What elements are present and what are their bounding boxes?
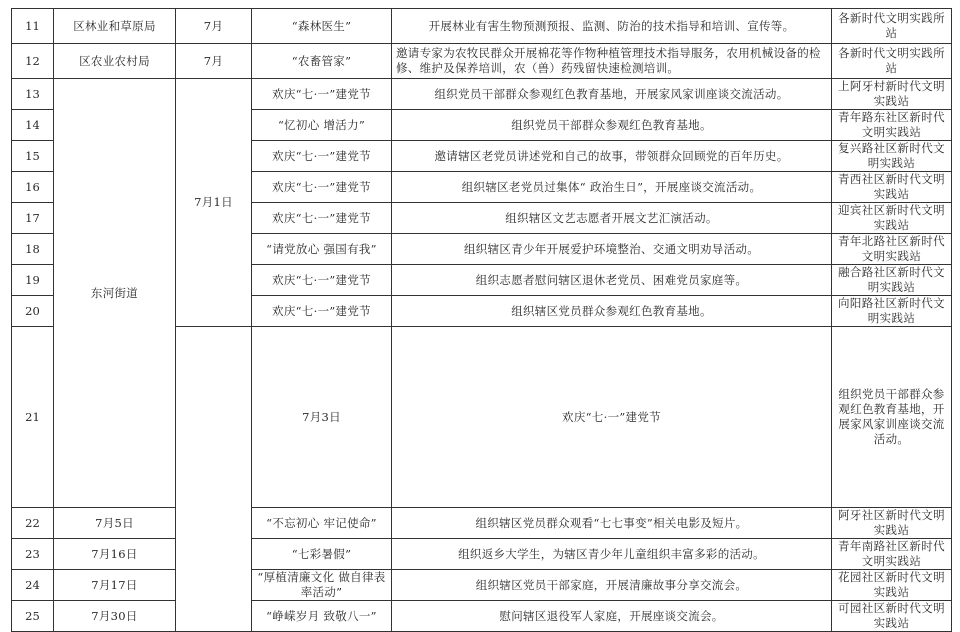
activity-cell: 组织党员干部群众参观红色教育基地，开展家风家训座谈交流活动。: [392, 79, 832, 110]
location-cell: 复兴路社区新时代文明实践站: [832, 141, 952, 172]
row-number: 13: [12, 79, 54, 110]
location-cell: 花园社区新时代文明实践站: [832, 570, 952, 601]
row-number: 22: [12, 508, 54, 539]
table-row: [12, 44, 952, 79]
activity-cell: 组织辖区老党员过集体“ 政治生日”，开展座谈交流活动。: [392, 172, 832, 203]
activity-cell: 组织辖区文艺志愿者开展文艺汇演活动。: [392, 203, 832, 234]
location-cell: 阿牙社区新时代文明实践站: [832, 508, 952, 539]
unit-cell: 东河街道: [54, 79, 176, 508]
theme-cell: “厚植清廉文化 做自律表率活动”: [252, 570, 392, 601]
activity-cell: 组织辖区党员干部家庭，开展清廉故事分享交流会。: [392, 570, 832, 601]
activity-cell: 开展林业有害生物预测预报、监测、防治的技术指导和培训、宣传等。: [392, 9, 832, 44]
table-row: [12, 79, 952, 110]
location-cell: 融合路社区新时代文明实践站: [832, 265, 952, 296]
table-row: [12, 9, 952, 44]
theme-cell: 欢庆“七·一”建党节: [252, 172, 392, 203]
row-number: 23: [12, 539, 54, 570]
row-number: 17: [12, 203, 54, 234]
location-cell: 向阳路社区新时代文明实践站: [832, 296, 952, 327]
table-row: [12, 570, 952, 601]
date-cell: 7月16日: [54, 539, 176, 570]
theme-cell: “请党放心 强国有我”: [252, 234, 392, 265]
theme-cell: 欢庆“七·一”建党节: [252, 296, 392, 327]
activity-cell: 组织辖区党员群众观看“七七事变”相关电影及短片。: [392, 508, 832, 539]
location-cell: 青年北路社区新时代文明实践站: [832, 234, 952, 265]
theme-cell: “峥嵘岁月 致敬八一”: [252, 601, 392, 632]
row-number: 21: [12, 327, 54, 508]
row-number: 11: [12, 9, 54, 44]
activity-cell: 组织党员干部群众参观红色教育基地。: [392, 110, 832, 141]
location-cell: 各新时代文明实践所站: [832, 44, 952, 79]
date-cell: 7月: [176, 44, 252, 79]
date-cell: 7月5日: [54, 508, 176, 539]
theme-cell: 欢庆“七·一”建党节: [252, 265, 392, 296]
theme-cell: “不忘初心 牢记使命”: [252, 508, 392, 539]
theme-cell: 欢庆“七·一”建党节: [252, 79, 392, 110]
activity-table: [11, 8, 952, 632]
theme-cell: 欢庆“七·一”建党节: [252, 203, 392, 234]
row-number: 18: [12, 234, 54, 265]
table-row: [12, 508, 952, 539]
row-number: 15: [12, 141, 54, 172]
activity-cell: 邀请辖区老党员讲述党和自己的故事，带领群众回顾党的百年历史。: [392, 141, 832, 172]
row-number: 19: [12, 265, 54, 296]
theme-cell: “七彩暑假”: [252, 539, 392, 570]
row-number: 20: [12, 296, 54, 327]
theme-cell: “忆初心 增活力”: [252, 110, 392, 141]
theme-cell: 欢庆“七·一”建党节: [252, 141, 392, 172]
date-cell: 7月17日: [54, 570, 176, 601]
date-cell: 7月: [176, 9, 252, 44]
activity-cell: 邀请专家为农牧民群众开展棉花等作物种植管理技术指导服务，农用机械设备的检修、维护及保养培训，农（兽）药残留快速检测培训。: [392, 44, 832, 79]
activity-cell: 组织辖区青少年开展爱护环境整治、交通文明劝导活动。: [392, 234, 832, 265]
theme-cell: “森林医生”: [252, 9, 392, 44]
activity-table-container: [11, 8, 951, 632]
location-cell: 青西社区新时代文明实践站: [832, 172, 952, 203]
theme-cell: 欢庆“七·一”建党节: [392, 327, 832, 508]
activity-cell: 组织辖区党员群众参观红色教育基地。: [392, 296, 832, 327]
date-cell: 7月30日: [54, 601, 176, 632]
location-cell: 可园社区新时代文明实践站: [832, 601, 952, 632]
location-cell: 青年南路社区新时代文明实践站: [832, 539, 952, 570]
activity-cell: 组织志愿者慰问辖区退休老党员、困难党员家庭等。: [392, 265, 832, 296]
table-row: [12, 601, 952, 632]
row-number: 16: [12, 172, 54, 203]
date-cell: 7月1日: [176, 79, 252, 327]
unit-cell-continued: [176, 327, 252, 632]
activity-cell: 慰问辖区退役军人家庭，开展座谈交流会。: [392, 601, 832, 632]
date-cell: 7月3日: [252, 327, 392, 508]
unit-cell: 区农业农村局: [54, 44, 176, 79]
location-cell: 上阿牙村新时代文明实践站: [832, 79, 952, 110]
location-cell: 青年路东社区新时代文明实践站: [832, 110, 952, 141]
activity-cell: 组织返乡大学生，为辖区青少年儿童组织丰富多彩的活动。: [392, 539, 832, 570]
row-number: 24: [12, 570, 54, 601]
location-cell: 迎宾社区新时代文明实践站: [832, 203, 952, 234]
table-row: [12, 539, 952, 570]
activity-cell: 组织党员干部群众参观红色教育基地，开展家风家训座谈交流活动。: [832, 327, 952, 508]
unit-cell: 区林业和草原局: [54, 9, 176, 44]
row-number: 12: [12, 44, 54, 79]
row-number: 25: [12, 601, 54, 632]
theme-cell: “农畜管家”: [252, 44, 392, 79]
row-number: 14: [12, 110, 54, 141]
location-cell: 各新时代文明实践所站: [832, 9, 952, 44]
